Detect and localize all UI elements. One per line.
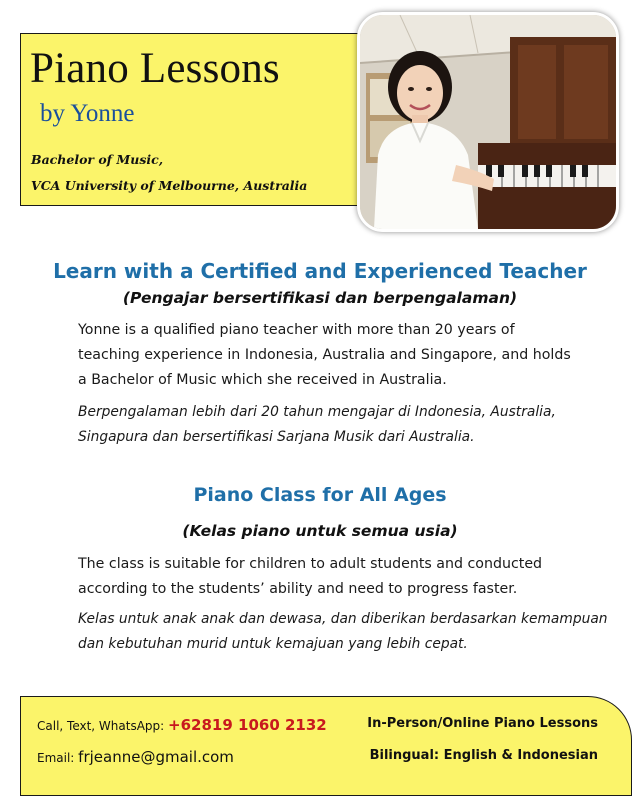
contact-email-address[interactable]: frjeanne@gmail.com <box>78 748 234 766</box>
teacher-photo-image <box>360 15 616 229</box>
teacher-description-en: Yonne is a qualified piano teacher with more than 20 years of teaching experience in Indonesia, Australia and Singapore, and holds a Bachelor of Music which she received in Australia. <box>78 322 571 388</box>
contact-phone-label: Call, Text, WhatsApp: <box>37 719 165 733</box>
credential-degree: Bachelor of Music, <box>31 152 164 167</box>
contact-footer <box>20 696 632 796</box>
page-title: Piano Lessons <box>30 45 280 92</box>
contact-email-label: Email: <box>37 751 75 765</box>
class-description-en: The class is suitable for children to adult students and conducted according to the students’ ability and need to progress faster. <box>78 556 543 597</box>
section-heading-certified: Learn with a Certified and Experienced Teacher <box>53 259 587 283</box>
contact-email-line <box>37 748 234 766</box>
page-subtitle: by Yonne <box>40 100 135 127</box>
lesson-mode: In-Person/Online Piano Lessons <box>367 716 598 731</box>
contact-phone-number[interactable]: +62819 1060 2132 <box>168 716 327 734</box>
section-heading-all-ages: Piano Class for All Ages <box>193 484 447 506</box>
credential-university: VCA University of Melbourne, Australia <box>31 178 308 193</box>
teacher-photo <box>357 12 619 232</box>
section-subheading-all-ages: (Kelas piano untuk semua usia) <box>182 522 458 540</box>
contact-phone-line <box>37 716 327 734</box>
teacher-description-id: Berpengalaman lebih dari 20 tahun mengajar di Indonesia, Australia, Singapura dan bersertifikasi Sarjana Musik dari Australia. <box>78 404 556 445</box>
class-description-id: Kelas untuk anak anak dan dewasa, dan diberikan berdasarkan kemampuan dan kebutuhan murid untuk kemajuan yang lebih cepat. <box>78 611 608 652</box>
lesson-languages: Bilingual: English & Indonesian <box>369 748 598 763</box>
section-subheading-certified: (Pengajar bersertifikasi dan berpengalaman) <box>122 289 518 307</box>
